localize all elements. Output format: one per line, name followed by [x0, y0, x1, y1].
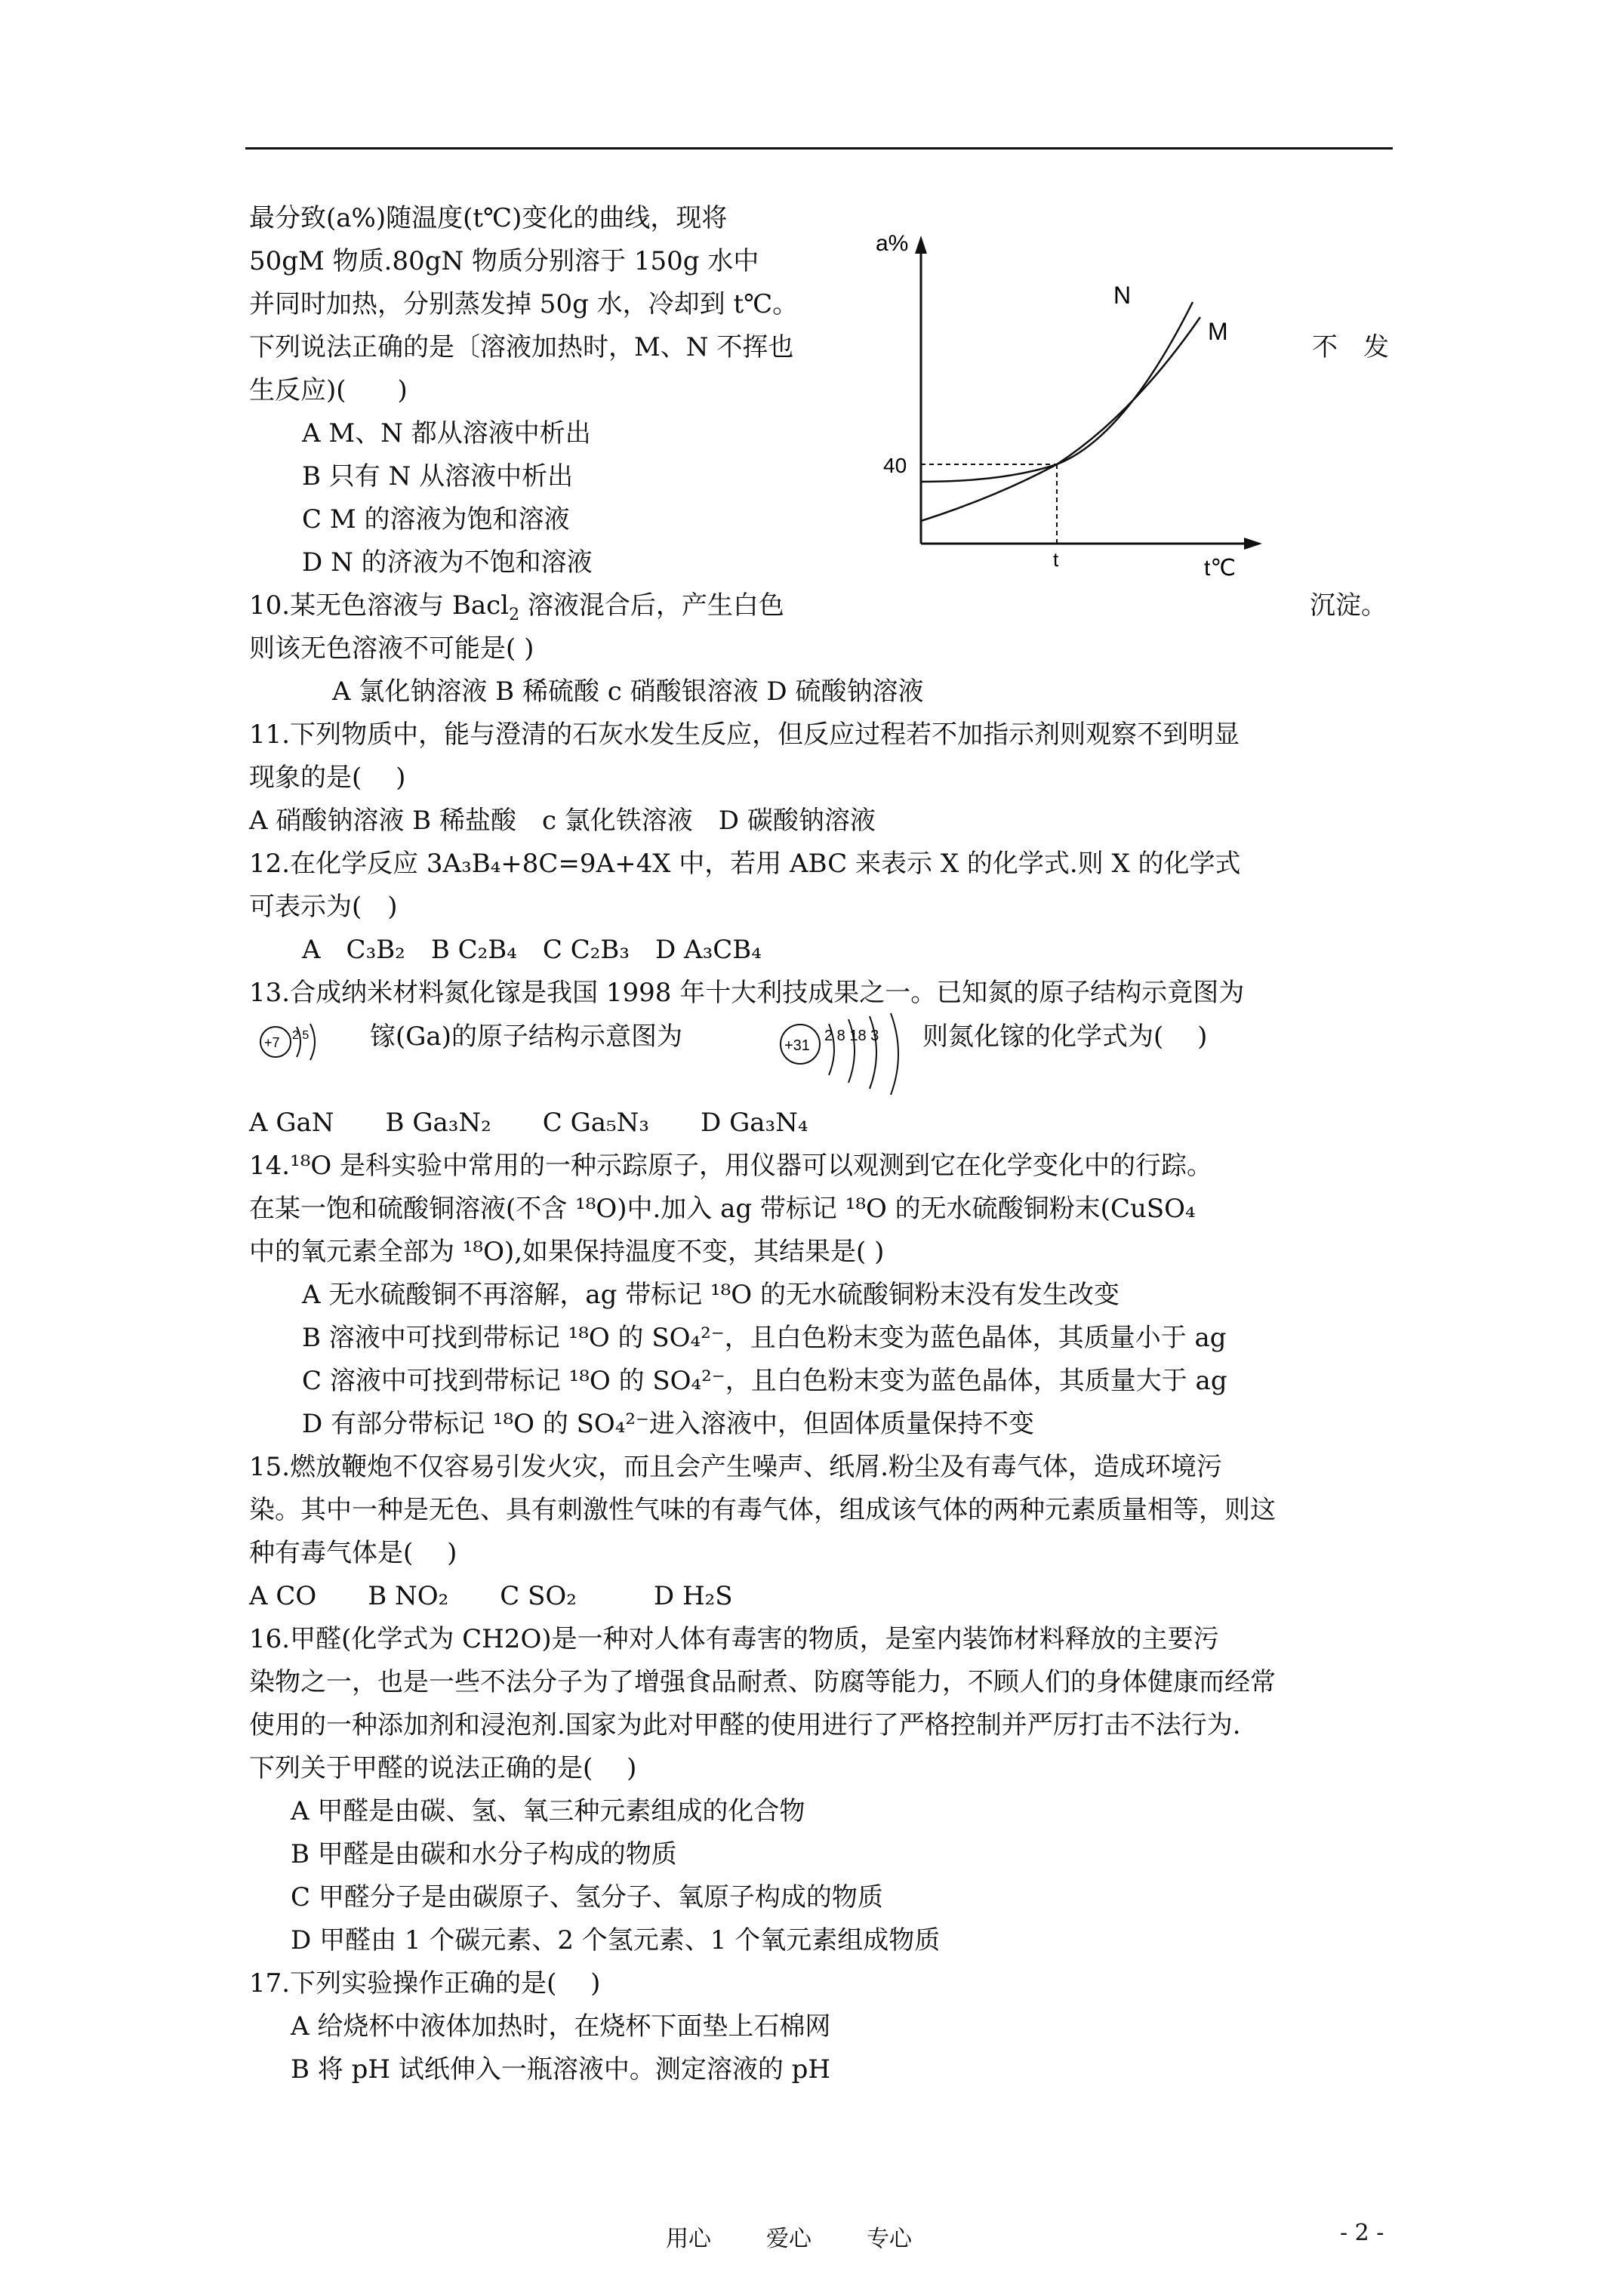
q9-line-4: 下列说法正确的是〔溶液加热时，M、N 不挥也: [249, 332, 794, 362]
graph-curve-n-label: N: [1113, 282, 1132, 309]
graph-curve-m: [921, 317, 1200, 521]
graph-x-arrow: [1244, 538, 1262, 550]
q9-line-1: 最分致(a%)随温度(t℃)变化的曲线，现将: [249, 203, 728, 233]
q16-option-b: B 甲醛是由碳和水分子构成的物质: [291, 1839, 677, 1869]
gallium-nucleus-label: +31: [784, 1037, 810, 1054]
footer-motto-1: 用心: [666, 2226, 711, 2252]
q14-line-2: 在某一饱和硫酸铜溶液(不含 ¹⁸O)中.加入 ag 带标记 ¹⁸O 的无水硫酸铜粉末(CuSO₄: [249, 1194, 1196, 1224]
solubility-graph: [876, 219, 1268, 581]
graph-x-tick-t: t: [1053, 548, 1059, 571]
q12-line-1: 12.在化学反应 3A₃B₄+8C=9A+4X 中，若用 ABC 来表示 X 的化学式.则 X 的化学式: [249, 849, 1241, 879]
footer-motto-3: 专心: [867, 2226, 912, 2252]
q14-line-3: 中的氧元素全部为 ¹⁸O),如果保持温度不变，其结果是( ): [249, 1237, 885, 1267]
q13-line-2-end: 则氮化镓的化学式为( ): [922, 1022, 1208, 1052]
q14-option-c: C 溶液中可找到带标记 ¹⁸O 的 SO₄²⁻，且白色粉末变为蓝色晶体，其质量大于 ag: [302, 1366, 1227, 1396]
graph-y-arrow: [915, 236, 927, 254]
q16-line-1: 16.甲醛(化学式为 CH2O)是一种对人体有毒害的物质，是室内装饰材料释放的主要污: [249, 1624, 1219, 1654]
q9-option-c: C M 的溶液为饱和溶液: [302, 504, 570, 535]
q15-line-2: 染。其中一种是无色、具有刺激性气味的有毒气体，组成该气体的两种元素质量相等，则这: [249, 1495, 1276, 1525]
footer-page-number: - 2 -: [1340, 2220, 1384, 2246]
graph-curve-m-label: M: [1208, 318, 1228, 345]
q15-line-3: 种有毒气体是( ): [249, 1538, 457, 1568]
q17-option-b: B 将 pH 试纸伸入一瓶溶液中。测定溶液的 pH: [291, 2054, 831, 2085]
q9-option-a: A M、N 都从溶液中析出: [302, 418, 591, 448]
nitrogen-shell-electrons: 2 5: [292, 1029, 310, 1042]
q16-line-2: 染物之一，也是一些不法分子为了增强食品耐煮、防腐等能力，不顾人们的身体健康而经常: [249, 1667, 1276, 1697]
q14-line-1: 14.¹⁸O 是科实验中常用的一种示踪原子，用仪器可以观测到它在化学变化中的行踪。: [249, 1151, 1213, 1181]
q9-option-b: B 只有 N 从溶液中析出: [302, 461, 574, 492]
q9-line-4-tail: 不 发: [1312, 332, 1389, 362]
q17-line-1: 17.下列实验操作正确的是( ): [249, 1968, 601, 1999]
q13-line-1: 13.合成纳米材料氮化镓是我国 1998 年十大利技成果之一。已知氮的原子结构示竟图为: [249, 978, 1245, 1008]
gallium-shell-electrons: 2 8 18 3: [824, 1028, 879, 1044]
q10-stem-b: 溶液混合后，产生白色: [519, 590, 784, 621]
graph-y-tick-40: 40: [883, 454, 907, 477]
q13-line-2-mid: 镓(Ga)的原子结构示意图为: [370, 1022, 682, 1052]
q16-option-c: C 甲醛分子是由碳原子、氢分子、氧原子构成的物质: [291, 1882, 883, 1912]
q10-stem-sub: 2: [509, 605, 520, 624]
q9-line-3: 并同时加热，分别蒸发掉 50g 水，冷却到 t℃。: [249, 289, 799, 319]
graph-x-axis-label: t℃: [1204, 556, 1236, 581]
gallium-atom-diagram: [770, 1003, 944, 1101]
q10-line-1: [249, 590, 784, 624]
q9-line-2: 50gM 物质.80gN 物质分别溶于 150g 水中: [249, 246, 759, 276]
q10-stem-a: 10.某无色溶液与 Bacl: [249, 590, 510, 621]
q16-line-4: 下列关于甲醛的说法正确的是( ): [249, 1753, 637, 1783]
q14-option-d: D 有部分带标记 ¹⁸O 的 SO₄²⁻进入溶液中，但固体质量保持不变: [302, 1409, 1034, 1439]
q9-option-d: D N 的济液为不饱和溶液: [302, 547, 593, 578]
q11-line-1: 11.下列物质中，能与澄清的石灰水发生反应，但反应过程若不加指示剂则观察不到明显: [249, 720, 1240, 750]
q16-line-3: 使用的一种添加剂和浸泡剂.国家为此对甲醛的使用进行了严格控制并严厉打击不法行为.: [249, 1710, 1241, 1740]
q15-line-1: 15.燃放鞭炮不仅容易引发火灾，而且会产生噪声、纸屑.粉尘及有毒气体，造成环境污: [249, 1452, 1222, 1482]
q15-options: A CO B NO₂ C SO₂ D H₂S: [249, 1581, 733, 1611]
q10-line-1-tail: 沉淀。: [1310, 590, 1387, 621]
q12-options: A C₃B₂ B C₂B₄ C C₂B₃ D A₃CB₄: [302, 935, 762, 965]
footer-motto-2: 爱心: [766, 2226, 812, 2252]
nitrogen-atom-diagram: [253, 1012, 343, 1072]
q10-line-2: 则该无色溶液不可能是( ): [249, 633, 534, 664]
gallium-shell-4: [891, 1013, 898, 1095]
q11-options: A 硝酸钠溶液 B 稀盐酸 c 氯化铁溶液 D 碳酸钠溶液: [249, 806, 876, 836]
q17-option-a: A 给烧杯中液体加热时，在烧杯下面垫上石棉网: [291, 2011, 831, 2042]
q10-options: A 氯化钠溶液 B 稀硫酸 c 硝酸银溶液 D 硫酸钠溶液: [332, 676, 924, 707]
q9-line-5: 生反应)( ): [249, 375, 408, 405]
q14-option-a: A 无水硫酸铜不再溶解，ag 带标记 ¹⁸O 的无水硫酸铜粉末没有发生改变: [302, 1280, 1119, 1310]
q13-options: A GaN B Ga₃N₂ C Ga₅N₃ D Ga₃N₄: [249, 1108, 808, 1138]
graph-y-axis-label: a%: [876, 231, 909, 256]
q12-line-2: 可表示为( ): [249, 892, 398, 922]
header-rule: [245, 147, 1393, 149]
q11-line-2: 现象的是( ): [249, 763, 406, 793]
nitrogen-shell-2: [310, 1024, 315, 1060]
q16-option-d: D 甲醛由 1 个碳元素、2 个氢元素、1 个氧元素组成物质: [291, 1925, 941, 1955]
q16-option-a: A 甲醛是由碳、氢、氧三种元素组成的化合物: [291, 1796, 805, 1826]
graph-curve-n: [921, 302, 1193, 482]
q14-option-b: B 溶液中可找到带标记 ¹⁸O 的 SO₄²⁻，且白色粉末变为蓝色晶体，其质量小于 ag: [302, 1323, 1227, 1353]
nitrogen-nucleus-label: +7: [264, 1035, 280, 1050]
